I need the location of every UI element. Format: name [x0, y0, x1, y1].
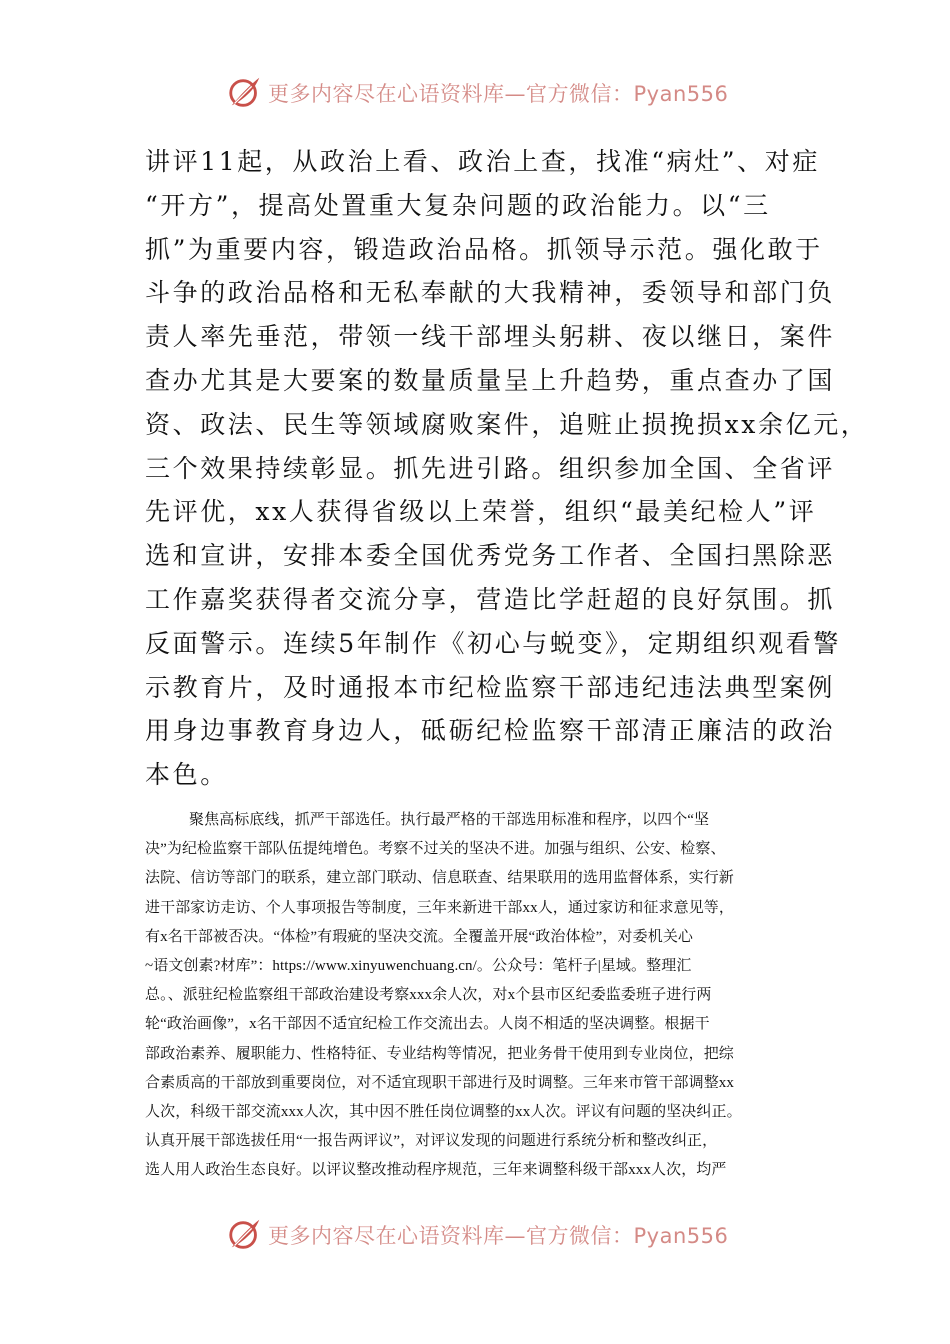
- text-line: 决”为纪检监察干部队伍提纯增色。考察不过关的坚决不进。加强与组织、公安、检察、: [145, 841, 726, 858]
- paragraph-large: [145, 140, 869, 797]
- text-line: 轮“政治画像”，x名干部因不适宜纪检工作交流出去。人岗不相适的坚决调整。根据干: [145, 1016, 710, 1033]
- text-line: 聚焦高标底线，抓严干部选任。执行最严格的干部选用标准和程序，以四个“坚: [189, 812, 710, 828]
- header-banner-text: 更多内容尽在心语资料库—官方微信：Pyan556: [268, 82, 729, 106]
- text-line: 先评优，xx人获得省级以上荣誉，组织“最美纪检人”评: [145, 497, 817, 527]
- text-line: 有x名干部被否决。“体检”有瑕疵的坚决交流。全覆盖开展“政治体检”，对委机关心: [145, 928, 694, 945]
- text-line: 示教育片，及时通报本市纪检监察干部违纪违法典型案例: [145, 672, 836, 702]
- text-line: 人次，科级干部交流xxx人次，其中因不胜任岗位调整的xx人次。评议有问题的坚决纠正。: [145, 1103, 742, 1120]
- text-line: 认真开展干部选拔任用“一报告两评议”，对评议发现的问题进行系统分析和整改纠正，: [145, 1133, 718, 1150]
- text-line: 总。、派驻纪检监察组干部政治建设考察xxx余人次，对x个县市区纪委监委班子进行两: [145, 987, 712, 1004]
- text-line: 斗争的政治品格和无私奉献的大我精神，委领导和部门负: [145, 278, 836, 308]
- text-line: 反面警示。连续5年制作《初心与蜕变》，定期组织观看警: [145, 628, 842, 658]
- text-line: 三个效果持续彰显。抓先进引路。组织参加全国、全省评: [145, 453, 836, 483]
- text-line: 选人用人政治生态良好。以评议整改推动程序规范，三年来调整科级干部xxx人次，均严: [145, 1162, 727, 1179]
- text-line: 法院、信访等部门的联系，建立部门联动、信息联查、结果联用的选用监督体系，实行新: [145, 870, 734, 887]
- footer-banner-text: 更多内容尽在心语资料库—官方微信：Pyan556: [268, 1224, 729, 1248]
- text-line: 查办尤其是大要案的数量质量呈上升趋势，重点查办了国: [145, 365, 836, 395]
- text-line: ~语文创素?材库”：https://www.xinyuwenchuang.cn/。公众号：笔杆子|星域。整理汇: [145, 957, 692, 974]
- text-line: 讲评11起，从政治上看、政治上查，找准“病灶”、对症: [145, 147, 820, 176]
- paragraph-small: [145, 806, 815, 1185]
- text-line: 责人率先垂范，带领一线干部埋头躬耕、夜以继日，案件: [145, 322, 836, 352]
- text-line: “开方”，提高处置重大复杂问题的政治能力。以“三: [145, 190, 771, 220]
- text-line: 本色。: [145, 760, 228, 790]
- text-line: 抓”为重要内容，锻造政治品格。抓领导示范。强化敢于: [145, 234, 823, 264]
- text-line: 进干部家访走访、个人事项报告等制度，三年来新进干部xx人，通过家访和征求意见等，: [145, 899, 735, 916]
- quill-logo-icon: [226, 1216, 264, 1254]
- text-line: 资、政法、民生等领域腐败案件，追赃止损挽损xx余亿元，: [145, 409, 869, 439]
- text-line: 选和宣讲，安排本委全国优秀党务工作者、全国扫黑除恶: [145, 541, 836, 571]
- text-line: 工作嘉奖获得者交流分享，营造比学赶超的良好氛围。抓: [145, 584, 836, 614]
- header-banner: [226, 70, 728, 116]
- text-line: 用身边事教育身边人，砥砺纪检监察干部清正廉洁的政治: [145, 716, 836, 746]
- text-line: 合素质高的干部放到重要岗位，对不适宜现职干部进行及时调整。三年来市管干部调整xx: [145, 1074, 735, 1091]
- quill-logo-icon: [226, 74, 264, 112]
- footer-banner: [226, 1212, 728, 1258]
- text-line: 部政治素养、履职能力、性格特征、专业结构等情况，把业务骨干使用到专业岗位，把综: [145, 1045, 734, 1062]
